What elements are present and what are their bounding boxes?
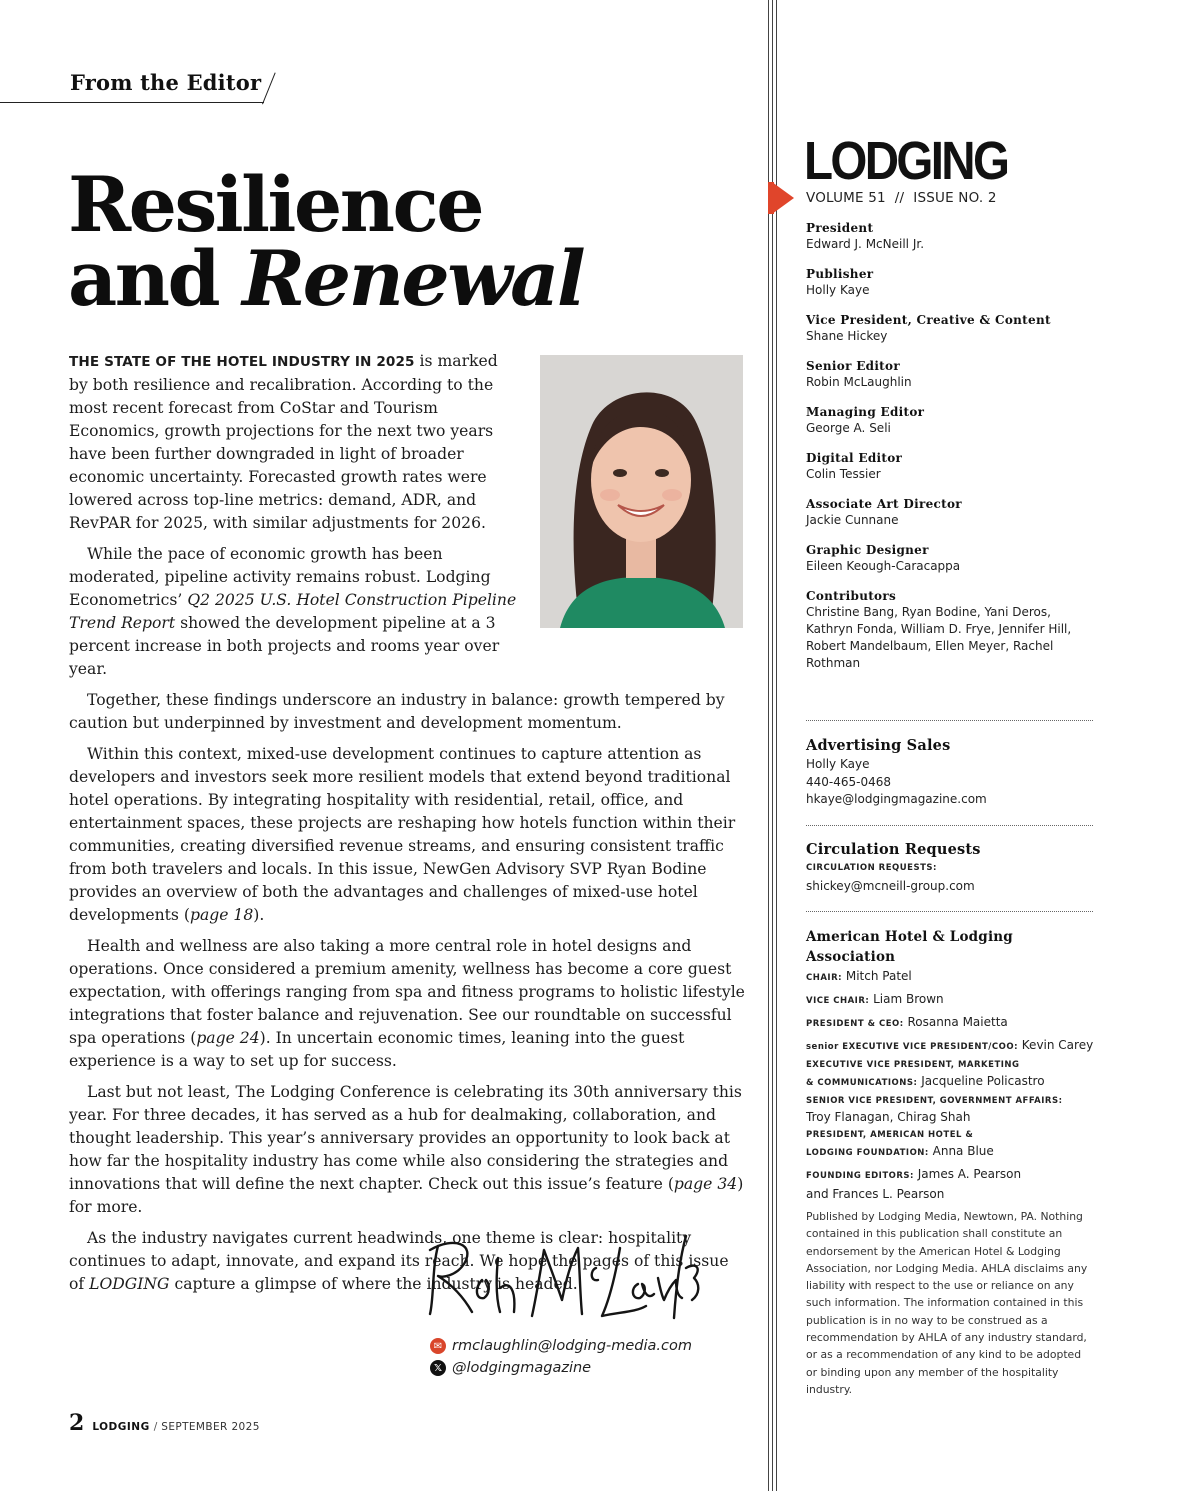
ahla-row <box>806 1095 1096 1126</box>
contributors-line: Kathryn Fonda, William D. Frye, Jennifer Hill, <box>806 622 1072 636</box>
section-underline <box>0 102 264 103</box>
ahla-role: EXECUTIVE VICE PRESIDENT, MARKETING <box>806 1060 1020 1070</box>
paragraph-2 <box>69 543 519 681</box>
page-reference-34: page 34 <box>673 1175 738 1193</box>
circulation-email[interactable]: shickey@mcneill-group.com <box>806 878 975 893</box>
ahla-row <box>806 967 1096 987</box>
staff-list <box>806 220 1096 685</box>
magazine-name-italic: LODGING <box>89 1275 170 1293</box>
column-divider-left <box>768 0 769 1491</box>
role-name: Shane Hickey <box>806 329 888 343</box>
headline-line-2-italic: Renewal <box>242 234 584 323</box>
paragraph-4-text-a: Within this context, mixed-use development continues to capture attention as developers and investors seek more resilient models that extend beyond traditional hotel operations. By integrating hospitality with residential, retail, office, and entertainment spaces, these projects are reshaping how hotels function within their communities, creating diversified revenue streams, and ensuring consistent traffic from both travelers and locals. In this issue, NewGen Advisory SVP Ryan Bodine provides an overview of both the advantages and challenges of mixed-use hotel developments ( <box>69 745 736 924</box>
dotted-rule <box>806 911 1093 912</box>
paragraph-6-text-b: ) for more. <box>69 1175 744 1216</box>
role-name: George A. Seli <box>806 421 891 435</box>
role-name: Jackie Cunnane <box>806 513 899 527</box>
paragraph-7-text-b: capture a glimpse of where the industry is headed. <box>169 1275 578 1293</box>
paragraph-5-text-b: ). In uncertain economic times, leaning into the guest experience is a way to set up for success. <box>69 1029 685 1070</box>
ahla-name: James A. Pearson <box>913 1167 1022 1181</box>
staff-role <box>806 312 1096 345</box>
ahla-row <box>806 1013 1096 1033</box>
ahla-row <box>806 1059 1096 1092</box>
headline <box>68 160 708 323</box>
dotted-rule <box>806 720 1093 721</box>
headline-line-1: Resilience <box>68 160 483 249</box>
staff-role <box>806 450 1096 483</box>
ahla-name: Kevin Carey <box>1017 1038 1094 1052</box>
advertising-name: Holly Kaye <box>806 757 870 771</box>
paragraph-1-text: is marked by both resilience and recalibration. According to the most recent forecast from CoStar and Tourism Economics, growth projections for the next two years have been further downgraded in light of broader economic uncertainty. Forecasted growth rates were lowered across top-line metrics: demand, ADR, and RevPAR for 2025, with similar adjustments for 2026. <box>69 352 498 532</box>
role-title: Graphic Designer <box>806 543 929 557</box>
circulation-title: Circulation Requests <box>806 841 981 858</box>
role-title: Senior Editor <box>806 359 900 373</box>
ahla-name: and Frances L. Pearson <box>806 1187 945 1201</box>
volume-issue: VOLUME 51 // ISSUE NO. 2 <box>806 190 997 206</box>
role-title: Associate Art Director <box>806 497 962 511</box>
page-number: 2 <box>69 1410 85 1436</box>
x-icon: 𝕏 <box>430 1360 446 1376</box>
section-title: From the Editor <box>70 70 262 95</box>
paragraph-2-text-a: While the pace of economic growth has been moderated, pipeline activity remains robust. Lodging Econometrics’ <box>69 545 491 609</box>
ahla-row <box>806 990 1096 1010</box>
paragraph-6 <box>69 1081 745 1219</box>
paragraph-7-text-a: As the industry navigates current headwinds, one theme is clear: hospitality continues to adapt, innovate, and expand its reach. We hope the pages of this issue of <box>69 1229 729 1293</box>
section-header <box>0 66 290 106</box>
ahla-name: Jacqueline Policastro <box>917 1074 1045 1088</box>
role-name: Holly Kaye <box>806 283 870 297</box>
role-name: Colin Tessier <box>806 467 881 481</box>
circulation-label: CIRCULATION REQUESTS: <box>806 863 937 873</box>
circulation-requests <box>806 840 1096 895</box>
ahla-name: Rosanna Maietta <box>903 1015 1008 1029</box>
role-title: Publisher <box>806 267 874 281</box>
staff-role <box>806 358 1096 391</box>
paragraph-4 <box>69 743 745 927</box>
ahla-title: American Hotel & Lodging Association <box>806 929 1013 965</box>
footer-magazine: LODGING <box>92 1421 150 1433</box>
lede: THE STATE OF THE HOTEL INDUSTRY IN 2025 <box>69 354 415 370</box>
masthead-accent-tab <box>772 182 794 214</box>
editor-social[interactable] <box>430 1360 591 1376</box>
ahla-role: PRESIDENT & CEO: <box>806 1019 904 1029</box>
paragraph-5 <box>69 935 745 1073</box>
ahla-board <box>806 927 1096 1203</box>
dotted-rule <box>806 825 1093 826</box>
ahla-name: Mitch Patel <box>842 969 912 983</box>
paragraph-4-text-b: ). <box>253 906 265 924</box>
advertising-phone: 440-465-0468 <box>806 774 892 789</box>
editor-social-text: @lodgingmagazine <box>452 1360 592 1376</box>
headline-line-2-plain: and <box>68 234 243 323</box>
ahla-role: PRESIDENT, AMERICAN HOTEL & <box>806 1130 974 1140</box>
ahla-name: Troy Flanagan, Chirag Shah <box>806 1110 971 1124</box>
staff-role <box>806 220 1096 253</box>
staff-role <box>806 496 1096 529</box>
ahla-name: Anna Blue <box>928 1144 994 1158</box>
contributors-line: Robert Mandelbaum, Ellen Meyer, Rachel Rothman <box>806 639 1054 670</box>
paragraph-1 <box>69 350 519 535</box>
staff-role <box>806 542 1096 575</box>
report-title: Q2 2025 U.S. Hotel Construction Pipeline Trend Report <box>69 591 517 632</box>
headline-line-2 <box>68 234 708 323</box>
advertising-title: Advertising Sales <box>806 737 951 754</box>
ahla-role: VICE CHAIR: <box>806 996 870 1006</box>
column-divider-middle <box>772 0 773 1491</box>
ahla-role: senior EXECUTIVE VICE PRESIDENT/COO: <box>806 1042 1018 1052</box>
column-divider-right <box>776 0 777 1491</box>
editor-email[interactable] <box>430 1338 692 1354</box>
editor-email-text: rmclaughlin@lodging-media.com <box>452 1338 693 1354</box>
advertising-sales <box>806 736 1096 809</box>
role-title: Digital Editor <box>806 451 903 465</box>
ahla-row <box>806 1036 1096 1056</box>
paragraph-2-text-b: showed the development pipeline at a 3 percent increase in both projects and rooms year over year. <box>69 614 500 678</box>
page-reference-24: page 24 <box>196 1029 260 1047</box>
footer-date: SEPTEMBER 2025 <box>161 1421 260 1433</box>
staff-role <box>806 266 1096 299</box>
role-name: Eileen Keough-Caracappa <box>806 559 961 573</box>
mail-icon: ✉ <box>430 1338 446 1354</box>
ahla-row <box>806 1129 1096 1162</box>
role-title: Managing Editor <box>806 405 925 419</box>
editor-signature <box>424 1228 704 1324</box>
role-title: Vice President, Creative & Content <box>806 313 1051 327</box>
ahla-name: Liam Brown <box>869 992 944 1006</box>
advertising-email[interactable]: hkaye@lodgingmagazine.com <box>806 792 987 806</box>
section-slash <box>262 72 276 104</box>
staff-role <box>806 404 1096 437</box>
ahla-row <box>806 1165 1096 1203</box>
paragraph-6-text-a: Last but not least, The Lodging Conference is celebrating its 30th anniversary this year. For three decades, it has served as a hub for dealmaking, collaboration, and thought leadership. This year’s anniversary provides an opportunity to look back at how far the hospitality industry has come while also considering the strategies and innovations that will define the next chapter. Check out this issue’s feature ( <box>69 1083 742 1193</box>
role-name: Edward J. McNeill Jr. <box>806 237 925 251</box>
contributors-line: Christine Bang, Ryan Bodine, Yani Deros, <box>806 605 1051 619</box>
contributors-title: Contributors <box>806 589 897 603</box>
ahla-role: & COMMUNICATIONS: <box>806 1078 918 1088</box>
page-footer <box>69 1410 260 1436</box>
ahla-role: SENIOR VICE PRESIDENT, GOVERNMENT AFFAIRS: <box>806 1096 1063 1106</box>
footer-separator: / <box>153 1421 158 1433</box>
article-body <box>69 350 745 1304</box>
role-title: President <box>806 221 874 235</box>
role-name: Robin McLaughlin <box>806 375 912 389</box>
paragraph-3: Together, these findings underscore an industry in balance: growth tempered by caution but underpinned by investment and development momentum. <box>69 691 725 732</box>
ahla-role: LODGING FOUNDATION: <box>806 1148 929 1158</box>
publisher-disclaimer: Published by Lodging Media, Newtown, PA. Nothing contained in this publication shall constitute an endorsement by the American Hotel & Lodging Association, nor Lodging Media. AHLA disclaims any liability with respect to the use or reliance on any such information. The information contained in this publication is in no way to be construed as a recommendation by AHLA of any industry standard, or as a recommendation of any kind to be adopted or binding upon any member of the hospitality industry. <box>806 1210 1088 1396</box>
paragraph-5-text-a: Health and wellness are also taking a more central role in hotel designs and operations. Once considered a premium amenity, wellness has become a core guest expectation, with offerings ranging from spa and fitness programs to holistic lifestyle integrations that foster balance and rejuvenation. See our roundtable on successful spa operations ( <box>69 937 745 1047</box>
page-reference-18: page 18 <box>189 906 254 924</box>
masthead-logo: LODGING <box>804 131 1008 191</box>
ahla-role: CHAIR: <box>806 973 843 983</box>
contributors <box>806 588 1096 672</box>
ahla-role: FOUNDING EDITORS: <box>806 1171 914 1181</box>
